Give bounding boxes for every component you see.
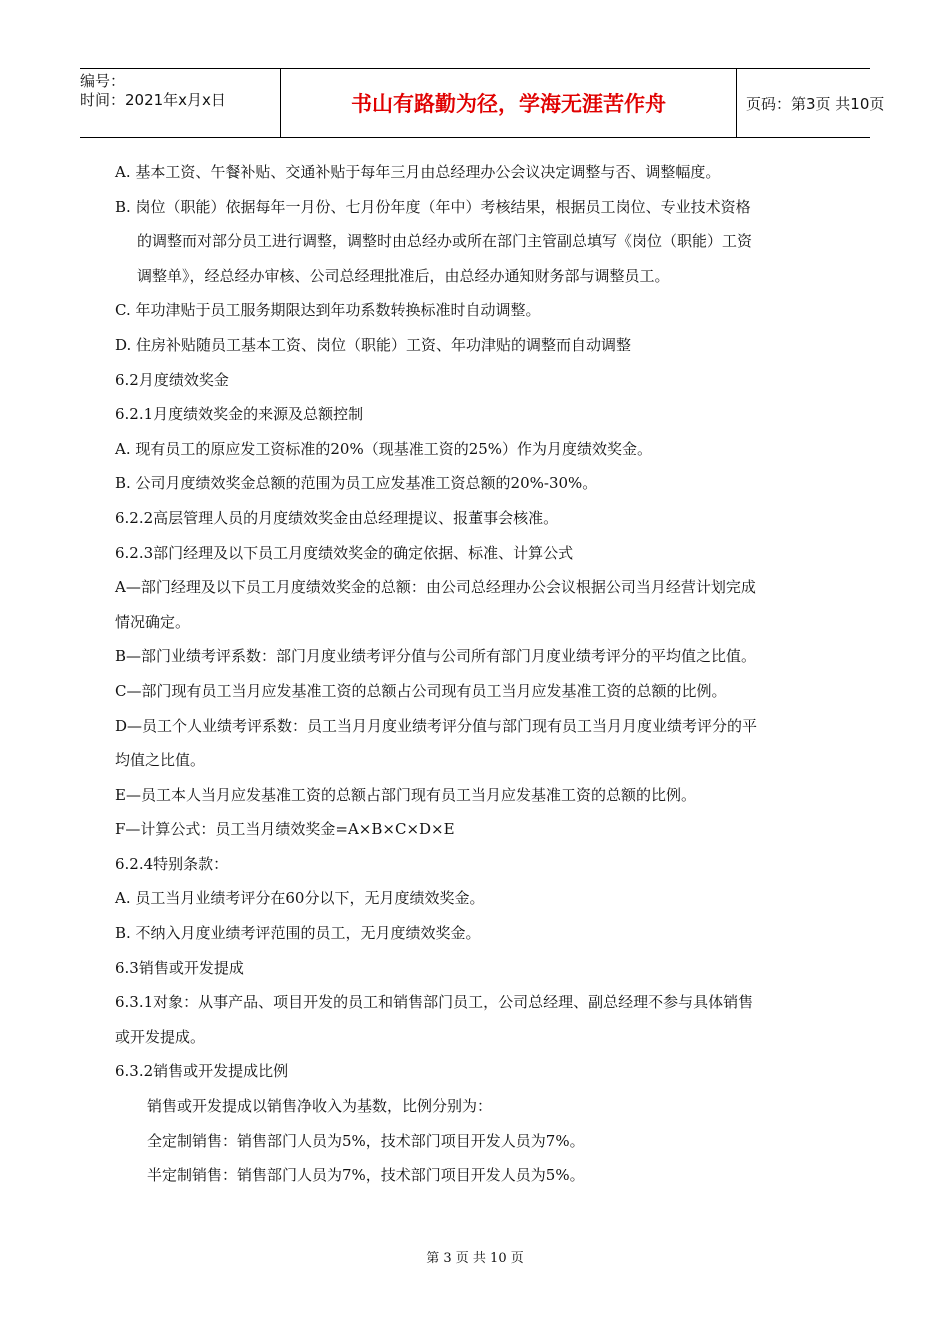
section-heading: 6.2月度绩效奖金	[115, 370, 229, 389]
paragraph: B. 公司月度绩效奖金总额的范围为员工应发基准工资总额的20%-30%。	[115, 474, 598, 493]
header-meta	[80, 69, 280, 137]
paragraph: A. 基本工资、午餐补贴、交通补贴于每年三月由总经理办公会议决定调整与否、调整幅度。	[115, 163, 721, 181]
paragraph: 均值之比值。	[115, 751, 206, 770]
section-heading: 6.2.3部门经理及以下员工月度绩效奖金的确定依据、标准、计算公式	[115, 543, 574, 562]
paragraph: 或开发提成。	[115, 1027, 206, 1046]
paragraph: D—员工个人业绩考评系数：员工当月月度业绩考评分值与部门现有员工当月月度业绩考评分的平	[115, 716, 758, 735]
header-page-number: 页码：第3页 共10页	[746, 94, 885, 113]
section-heading: 6.2.1月度绩效奖金的来源及总额控制	[115, 405, 364, 424]
formula: F—计算公式：员工当月绩效奖金=A×B×C×D×E	[115, 820, 455, 839]
paragraph: 调整单》，经总经办审核、公司总经理批准后，由总经办通知财务部与调整员工。	[137, 266, 670, 285]
paragraph: 情况确定。	[115, 612, 191, 631]
document-number-label: 编号：	[80, 72, 126, 90]
paragraph: A. 员工当月业绩考评分在60分以下，无月度绩效奖金。	[115, 889, 485, 908]
section-heading: 6.2.4特别条款：	[115, 854, 229, 873]
header-motto-cell	[280, 69, 737, 137]
paragraph: A. 现有员工的原应发工资标准的20%（现基准工资的25%）作为月度绩效奖金。	[115, 439, 653, 458]
footer-page-number: 第 3 页 共 10 页	[426, 1251, 524, 1266]
paragraph: B—部门业绩考评系数：部门月度业绩考评分值与公司所有部门月度业绩考评分的平均值之比值。	[115, 647, 757, 666]
paragraph: E—员工本人当月应发基准工资的总额占部门现有员工当月应发基准工资的总额的比例。	[115, 785, 696, 804]
paragraph: 的调整而对部分员工进行调整，调整时由总经办或所在部门主管副总填写《岗位（职能）工资	[137, 232, 753, 251]
paragraph: D. 住房补贴随员工基本工资、岗位（职能）工资、年功津贴的调整而自动调整	[115, 335, 632, 354]
header-motto: 书山有路勤为径，学海无涯苦作舟	[351, 92, 666, 116]
paragraph: 半定制销售：销售部门人员为7%，技术部门项目开发人员为5%。	[147, 1166, 585, 1185]
section-heading: 6.3销售或开发提成	[115, 958, 244, 977]
paragraph: 6.3.1对象：从事产品、项目开发的员工和销售部门员工，公司总经理、副总经理不参与具体销售	[115, 993, 754, 1012]
header-page-cell	[736, 69, 885, 137]
document-body	[115, 155, 840, 1193]
page-footer	[0, 1247, 950, 1266]
section-heading: 6.3.2销售或开发提成比例	[115, 1062, 289, 1081]
section-heading: 6.2.2高层管理人员的月度绩效奖金由总经理提议、报董事会核准。	[115, 508, 559, 527]
paragraph: B. 不纳入月度业绩考评范围的员工，无月度绩效奖金。	[115, 924, 481, 943]
document-date-label: 时间：2021年x月x日	[80, 91, 226, 109]
page-header	[80, 68, 885, 138]
paragraph: C. 年功津贴于员工服务期限达到年功系数转换标准时自动调整。	[115, 301, 541, 320]
paragraph: 销售或开发提成以销售净收入为基数，比例分别为：	[147, 1097, 493, 1116]
paragraph: 全定制销售：销售部门人员为5%，技术部门项目开发人员为7%。	[147, 1131, 585, 1150]
paragraph: A—部门经理及以下员工月度绩效奖金的总额：由公司总经理办公会议根据公司当月经营计划完成	[115, 578, 756, 597]
paragraph: B. 岗位（职能）依据每年一月份、七月份年度（年中）考核结果，根据员工岗位、专业技术资格	[115, 197, 751, 216]
paragraph: C—部门现有员工当月应发基准工资的总额占公司现有员工当月应发基准工资的总额的比例。	[115, 681, 727, 700]
